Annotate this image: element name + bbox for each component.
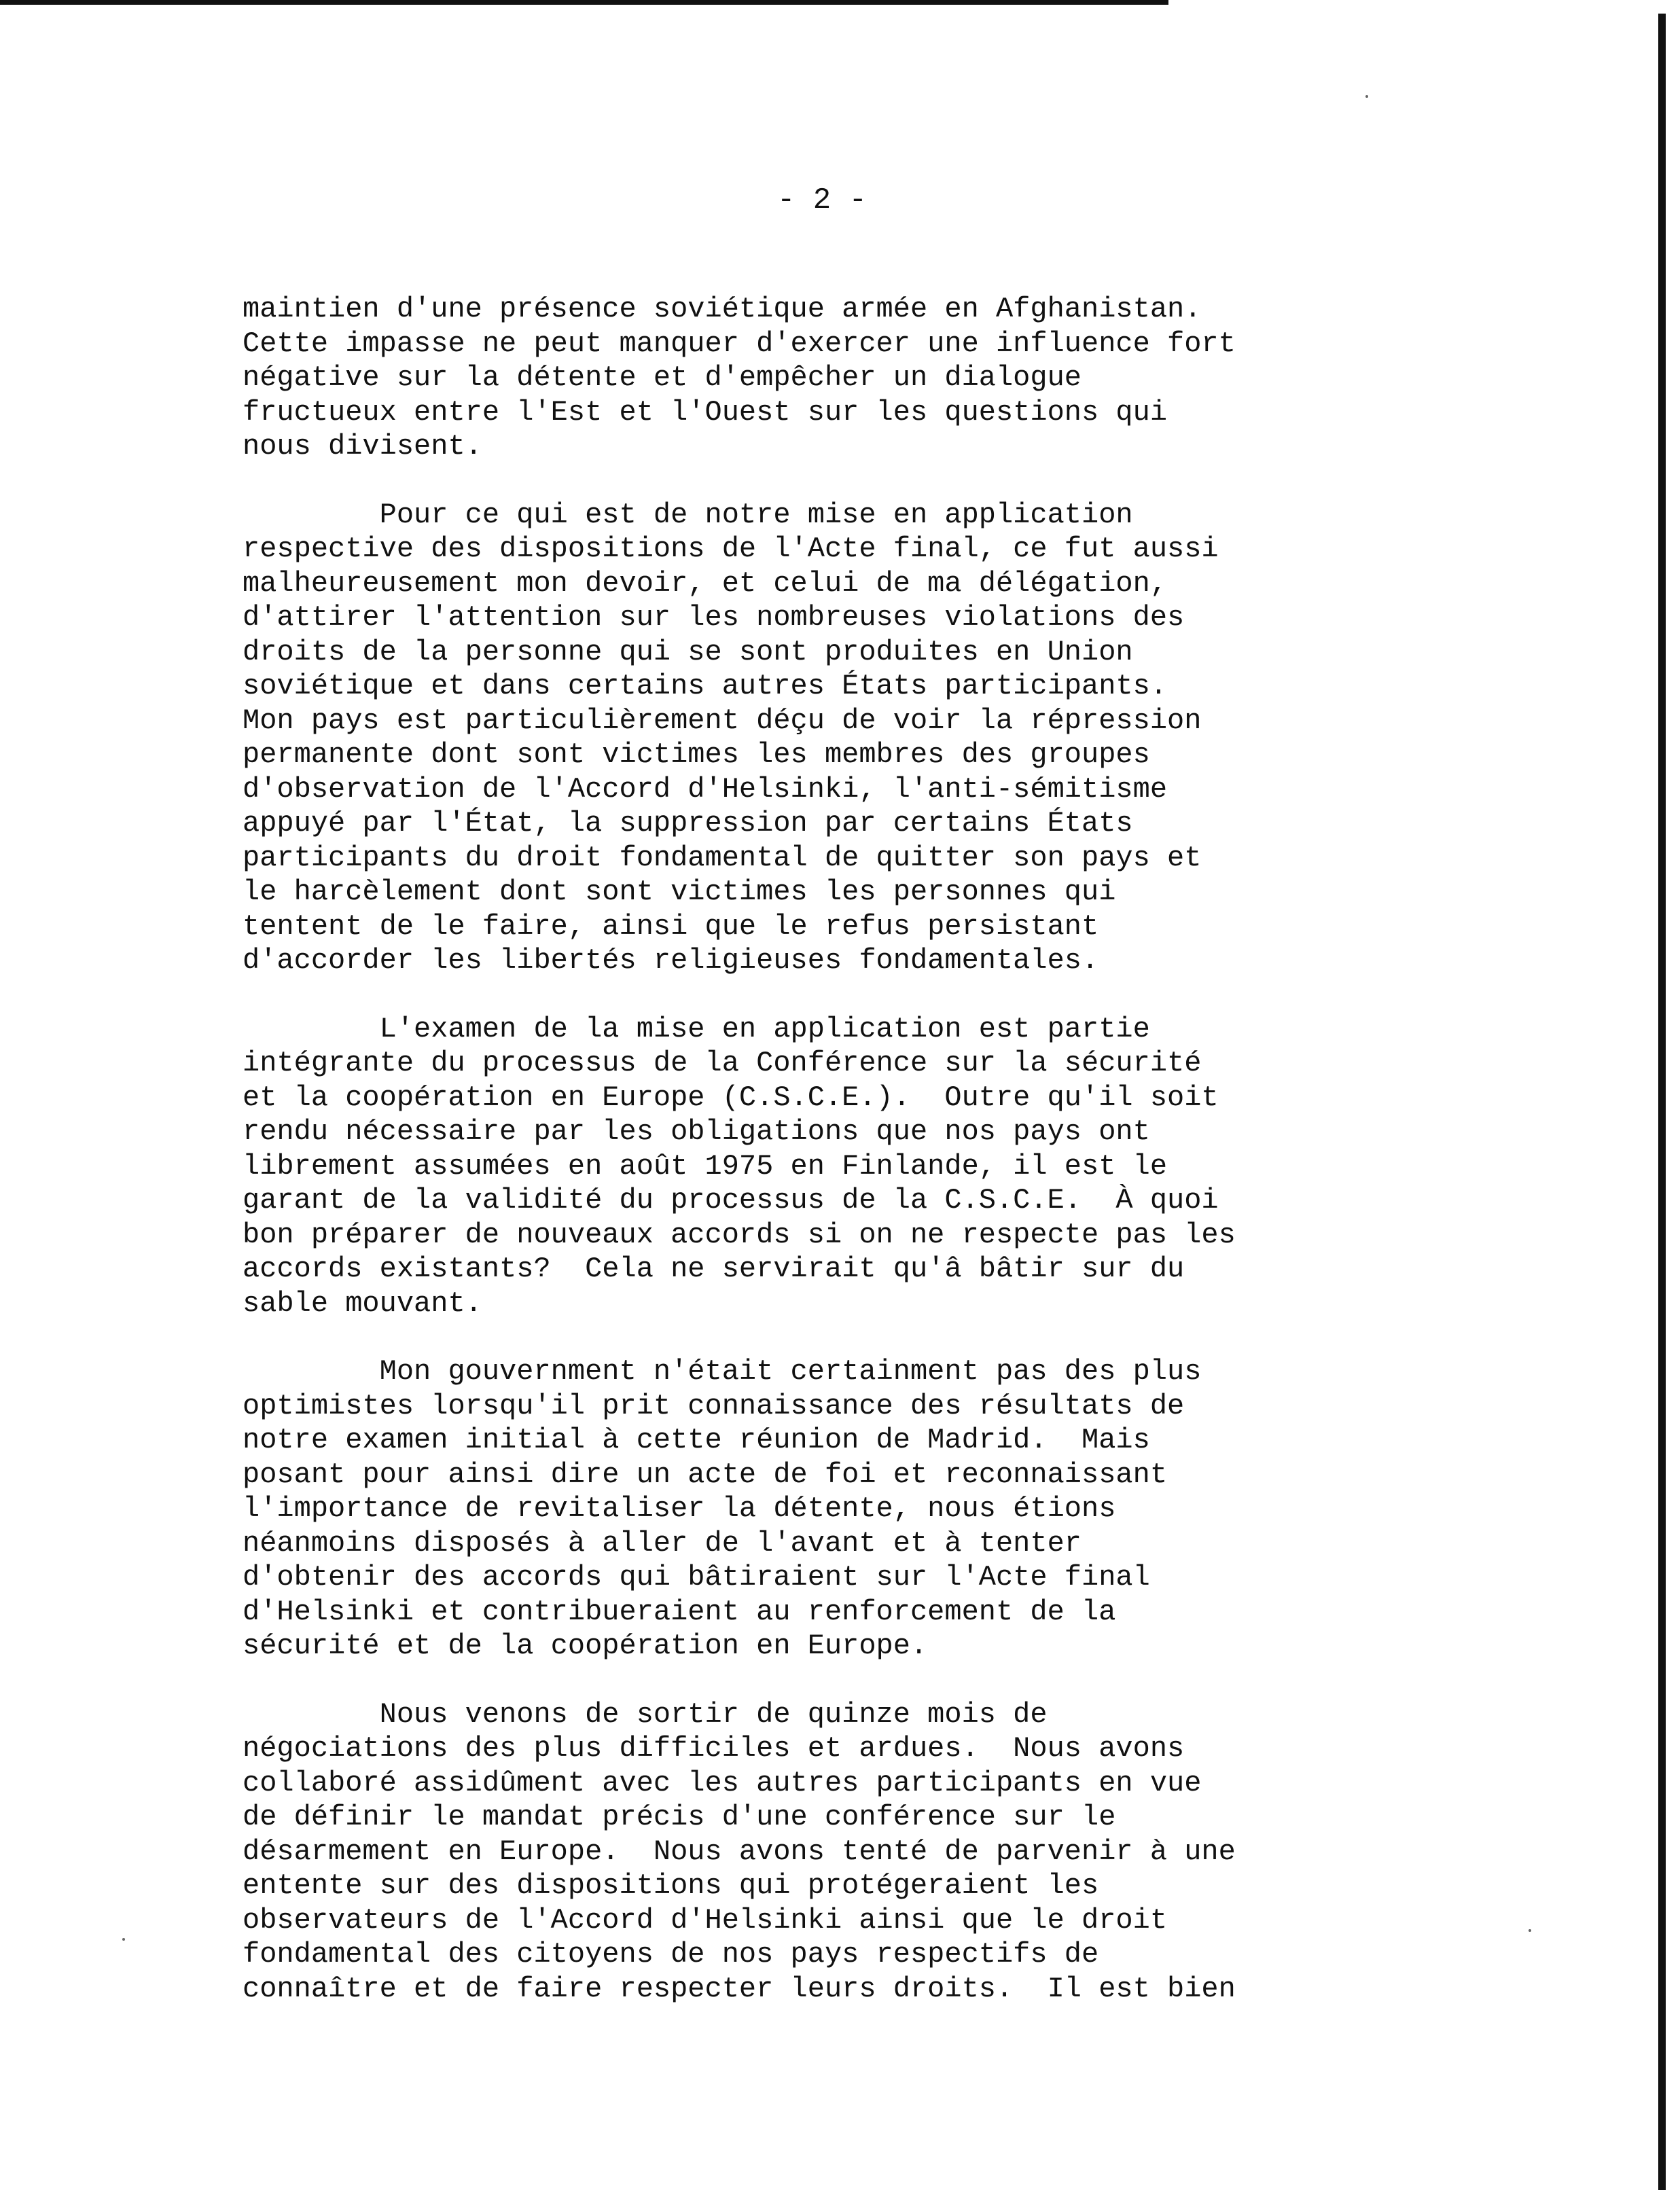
paragraph-2 <box>243 498 1452 978</box>
paragraph-3 <box>243 1012 1452 1321</box>
text-line: négative sur la détente et d'empêcher un dialogue <box>243 361 1082 394</box>
text-line: le harcèlement dont sont victimes les personnes qui <box>243 876 1116 908</box>
text-line: nous divisent. <box>243 430 482 463</box>
text-line: participants du droit fondamental de quitter son pays et <box>243 841 1202 874</box>
text-line: posant pour ainsi dire un acte de foi et reconnaissant <box>243 1458 1168 1491</box>
text-line: Pour ce qui est de notre mise en application <box>243 498 1133 531</box>
body-text <box>243 292 1452 2040</box>
text-line: tentent de le faire, ainsi que le refus persistant <box>243 910 1099 943</box>
text-line: respective des dispositions de l'Acte final, ce fut aussi <box>243 533 1219 565</box>
text-line: et la coopération en Europe (C.S.C.E.). Outre qu'il soit <box>243 1081 1219 1114</box>
text-line: intégrante du processus de la Conférence sur la sécurité <box>243 1047 1202 1079</box>
scan-edge-top <box>0 0 1168 5</box>
text-line: négociations des plus difficiles et ardues. Nous avons <box>243 1732 1185 1765</box>
text-line: sécurité et de la coopération en Europe. <box>243 1630 928 1662</box>
text-line: Nous venons de sortir de quinze mois de <box>243 1698 1048 1731</box>
text-line: d'Helsinki et contribueraient au renforcement de la <box>243 1595 1116 1628</box>
text-line: notre examen initial à cette réunion de Madrid. Mais <box>243 1424 1150 1456</box>
text-line: Cette impasse ne peut manquer d'exercer une influence fort <box>243 327 1236 360</box>
text-line: entente sur des dispositions qui protégeraient les <box>243 1869 1099 1902</box>
text-line: d'attirer l'attention sur les nombreuses violations des <box>243 601 1185 634</box>
paragraph-4 <box>243 1354 1452 1664</box>
text-line: fructueux entre l'Est et l'Ouest sur les questions qui <box>243 395 1168 429</box>
text-line: fondamental des citoyens de nos pays respectifs de <box>243 1938 1099 1971</box>
scan-speck <box>1529 1929 1531 1932</box>
text-line: appuyé par l'État, la suppression par certains États <box>243 807 1133 840</box>
text-line: accords existants? Cela ne servirait qu'â bâtir sur du <box>243 1253 1185 1285</box>
text-line: librement assumées en août 1975 en Finlande, il est le <box>243 1149 1168 1183</box>
paragraph-1 <box>243 292 1452 464</box>
scan-edge-right <box>1658 14 1666 2190</box>
text-line: L'examen de la mise en application est partie <box>243 1012 1150 1045</box>
text-line: observateurs de l'Accord d'Helsinki ainsi que le droit <box>243 1903 1168 1937</box>
text-line: rendu nécessaire par les obligations que nos pays ont <box>243 1115 1150 1148</box>
text-line: permanente dont sont victimes les membres des groupes <box>243 738 1150 771</box>
text-line: d'accorder les libertés religieuses fondamentales. <box>243 944 1099 977</box>
text-line: désarmement en Europe. Nous avons tenté de parvenir à une <box>243 1835 1236 1868</box>
text-line: de définir le mandat précis d'une conférence sur le <box>243 1801 1116 1833</box>
text-line: néanmoins disposés à aller de l'avant et à tenter <box>243 1526 1082 1560</box>
text-line: maintien d'une présence soviétique armée en Afghanistan. <box>243 293 1202 325</box>
text-line: garant de la validité du processus de la C.S.C.E. À quoi <box>243 1184 1219 1217</box>
page-number: - 2 - <box>776 183 868 217</box>
text-line: droits de la personne qui se sont produites en Union <box>243 635 1133 668</box>
text-line: malheureusement mon devoir, et celui de ma délégation, <box>243 567 1168 600</box>
text-line: Mon gouvernment n'était certainment pas des plus <box>243 1355 1202 1388</box>
text-line: collaboré assidûment avec les autres participants en vue <box>243 1766 1202 1799</box>
text-line: d'obtenir des accords qui bâtiraient sur l'Acte final <box>243 1561 1150 1594</box>
text-line: d'observation de l'Accord d'Helsinki, l'anti-sémitisme <box>243 772 1168 806</box>
text-line: sable mouvant. <box>243 1287 482 1320</box>
text-line: optimistes lorsqu'il prit connaissance des résultats de <box>243 1389 1185 1422</box>
scan-speck <box>1365 95 1368 98</box>
paragraph-5 <box>243 1698 1452 2007</box>
text-line: l'importance de revitaliser la détente, nous étions <box>243 1492 1116 1525</box>
scan-speck <box>122 1938 125 1941</box>
text-line: connaître et de faire respecter leurs droits. Il est bien <box>243 1972 1236 2005</box>
text-line: bon préparer de nouveaux accords si on ne respecte pas les <box>243 1218 1236 1251</box>
text-line: soviétique et dans certains autres États participants. <box>243 670 1168 702</box>
text-line: Mon pays est particulièrement déçu de voir la répression <box>243 704 1202 737</box>
